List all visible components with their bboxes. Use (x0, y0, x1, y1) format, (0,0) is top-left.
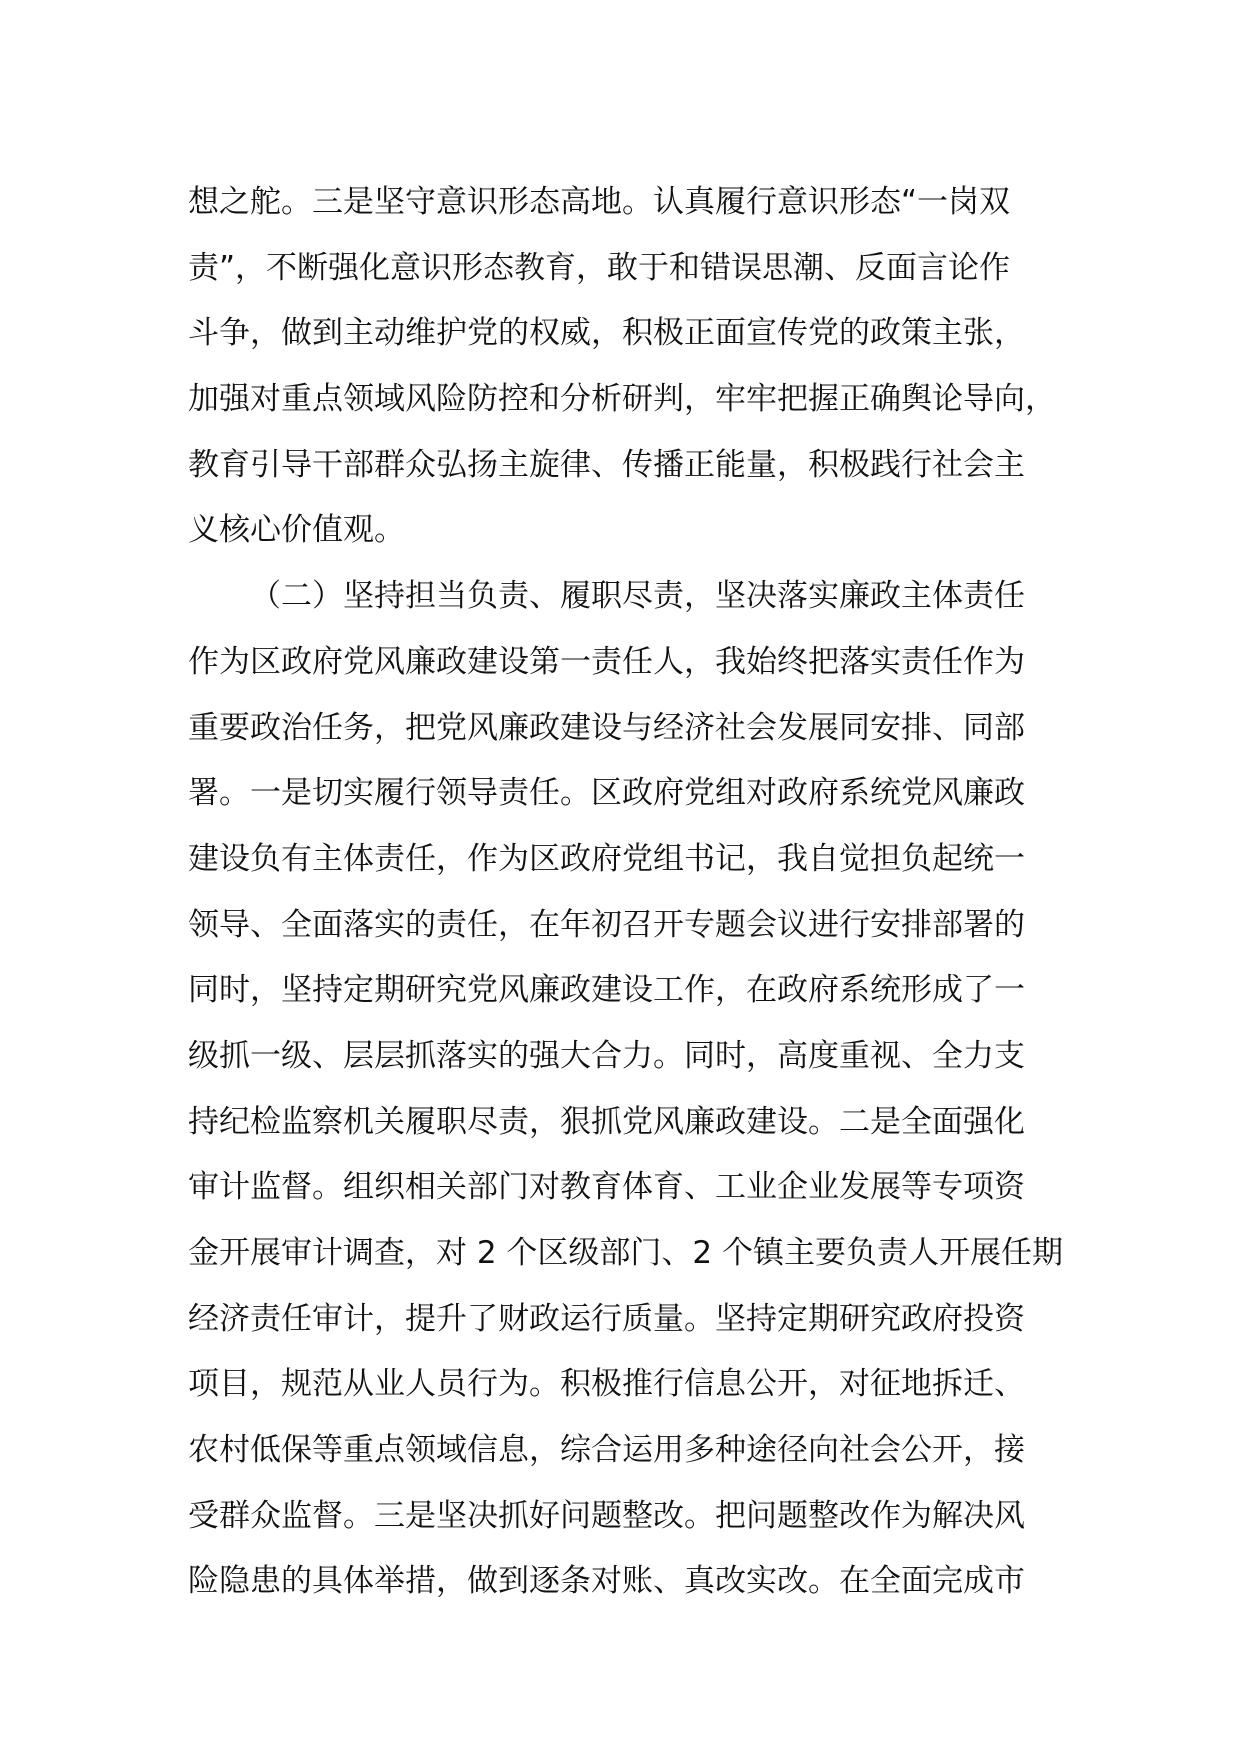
text-line: 领导、全面落实的责任，在年初召开专题会议进行安排部署的 (188, 906, 1025, 943)
text-line: 重要政治任务，把党风廉政建设与经济社会发展同安排、同部 (188, 709, 1025, 746)
text-line: 同时，坚持定期研究党风廉政建设工作，在政府系统形成了一 (188, 972, 1025, 1009)
text-line: 加强对重点领域风险防控和分析研判，牢牢把握正确舆论导向， (188, 381, 1056, 418)
text-line: 义核心价值观。 (188, 512, 405, 549)
text-line: 作为区政府党风廉政建设第一责任人，我始终把落实责任作为 (188, 643, 1025, 680)
text-line: 级抓一级、层层抓落实的强大合力。同时，高度重视、全力支 (188, 1037, 1025, 1074)
text-line: 农村低保等重点领域信息，综合运用多种途径向社会公开，接 (188, 1432, 1025, 1469)
section-heading: （二）坚持担当负责、履职尽责，坚决落实廉政主体责任 (250, 578, 1025, 615)
document-body (188, 170, 1088, 1615)
text-line: 险隐患的具体举措，做到逐条对账、真改实改。在全面完成市 (188, 1563, 1025, 1600)
text-line: 建设负有主体责任，作为区政府党组书记，我自觉担负起统一 (188, 840, 1025, 877)
text-line: 受群众监督。三是坚决抓好问题整改。把问题整改作为解决风 (188, 1497, 1025, 1534)
text-line: 斗争，做到主动维护党的权威，积极正面宣传党的政策主张， (188, 315, 1025, 352)
text-line: 金开展审计调查，对 2 个区级部门、2 个镇主要负责人开展任期 (188, 1235, 1064, 1271)
text-line: 审计监督。组织相关部门对教育体育、工业企业发展等专项资 (188, 1169, 1025, 1206)
text-line: 项目，规范从业人员行为。积极推行信息公开，对征地拆迁、 (188, 1366, 1025, 1403)
text-line: 署。一是切实履行领导责任。区政府党组对政府系统党风廉政 (188, 775, 1025, 812)
text-line: 教育引导干部群众弘扬主旋律、传播正能量，积极践行社会主 (188, 446, 1025, 483)
text-line: 责”，不断强化意识形态教育，敢于和错误思潮、反面言论作 (188, 249, 1011, 286)
text-line: 经济责任审计，提升了财政运行质量。坚持定期研究政府投资 (188, 1300, 1025, 1337)
text-line: 持纪检监察机关履职尽责，狠抓党风廉政建设。二是全面强化 (188, 1103, 1025, 1140)
text-line: 想之舵。三是坚守意识形态高地。认真履行意识形态“一岗双 (188, 184, 1011, 220)
